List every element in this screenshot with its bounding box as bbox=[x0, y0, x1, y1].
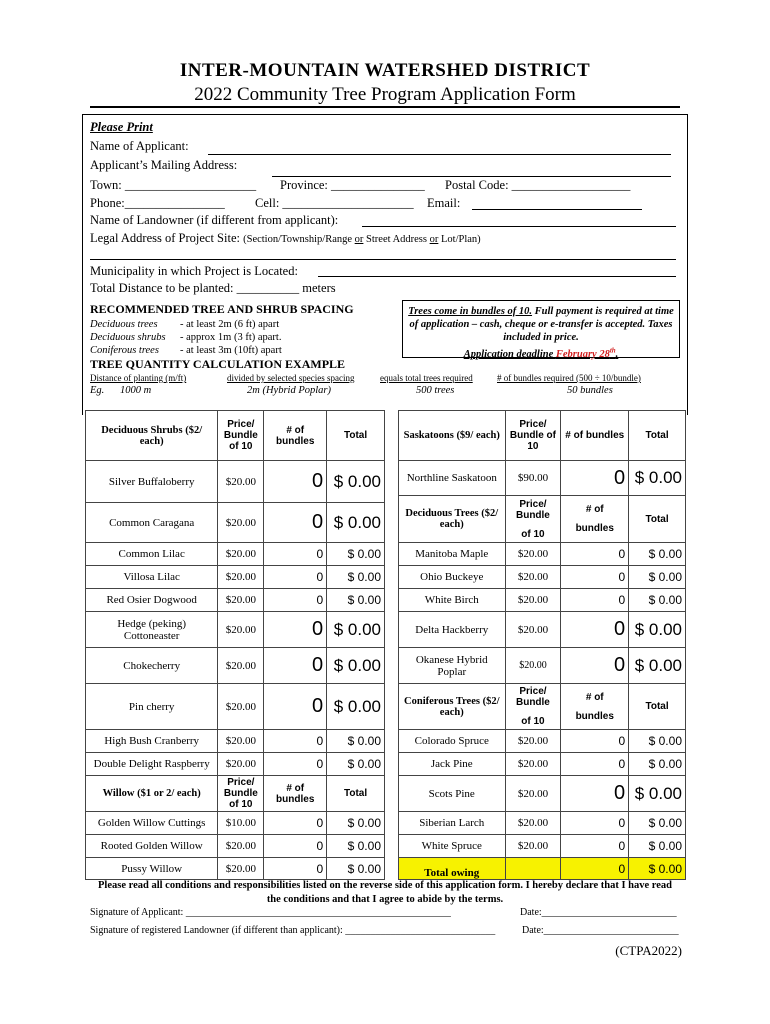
qty-input[interactable]: 0 bbox=[264, 835, 327, 858]
spacing-value: - approx 1m (3 ft) apart. bbox=[180, 332, 282, 343]
saskatoon-heading: Saskatoons ($9/ each) bbox=[399, 411, 506, 461]
item-name: Chokecherry bbox=[86, 648, 218, 684]
deciduous-header-row bbox=[399, 496, 686, 543]
qty-input[interactable]: 0 bbox=[264, 612, 327, 648]
calc-col2: divided by selected species spacing bbox=[227, 373, 355, 383]
calc-heading: TREE QUANTITY CALCULATION EXAMPLE bbox=[90, 357, 346, 371]
item-total: $ 0.00 bbox=[629, 730, 686, 753]
trees-table bbox=[398, 410, 686, 880]
item-price: $20.00 bbox=[218, 589, 264, 612]
item-name: Manitoba Maple bbox=[399, 543, 506, 566]
spacing-value: - at least 3m (10ft) apart bbox=[180, 345, 282, 356]
qty-input[interactable]: 0 bbox=[561, 776, 629, 812]
landowner-field[interactable] bbox=[362, 214, 676, 227]
of-text: # of bbox=[585, 504, 604, 515]
item-name: High Bush Cranberry bbox=[86, 730, 218, 753]
item-name: Rooted Golden Willow bbox=[86, 835, 218, 858]
table-row bbox=[399, 461, 686, 496]
item-total: $ 0.00 bbox=[629, 461, 686, 496]
item-total: $ 0.00 bbox=[629, 612, 686, 648]
table-row bbox=[86, 566, 385, 589]
province-field[interactable]: Province: _______________ bbox=[280, 178, 425, 192]
qty-input[interactable]: 0 bbox=[264, 589, 327, 612]
legal-or-2: or bbox=[429, 234, 439, 245]
qty-input[interactable]: 0 bbox=[264, 566, 327, 589]
item-price: $20.00 bbox=[218, 835, 264, 858]
qty-input[interactable]: 0 bbox=[264, 543, 327, 566]
item-name: Okanese Hybrid Poplar bbox=[399, 648, 506, 684]
table-row bbox=[86, 753, 385, 776]
item-price: $20.00 bbox=[218, 566, 264, 589]
item-name: Ohio Buckeye bbox=[399, 566, 506, 589]
item-total: $ 0.00 bbox=[327, 858, 385, 880]
item-price: $20.00 bbox=[505, 648, 561, 684]
total-owing-amount: $ 0.00 bbox=[629, 858, 686, 880]
item-total: $ 0.00 bbox=[327, 612, 385, 648]
spacing-type: Deciduous shrubs bbox=[90, 332, 166, 343]
bundles-text: bundles bbox=[575, 710, 614, 722]
legal-or-1: or bbox=[354, 234, 364, 245]
coniferous-heading: Coniferous Trees ($2/ each) bbox=[399, 684, 506, 730]
spacing-list bbox=[90, 318, 282, 357]
item-total: $ 0.00 bbox=[327, 753, 385, 776]
applicant-signature-field[interactable]: Signature of Applicant: _____________________________________________________ bbox=[90, 907, 451, 918]
qty-input[interactable]: 0 bbox=[264, 648, 327, 684]
qty-input[interactable]: 0 bbox=[561, 461, 629, 496]
town-field[interactable]: Town: _____________________ bbox=[90, 178, 257, 192]
item-name: Golden Willow Cuttings bbox=[86, 812, 218, 835]
qty-input[interactable]: 0 bbox=[561, 812, 629, 835]
qty-input[interactable]: 0 bbox=[264, 684, 327, 730]
item-name: Colorado Spruce bbox=[399, 730, 506, 753]
applicant-name-label: Name of Applicant: bbox=[90, 139, 189, 153]
item-price: $20.00 bbox=[218, 612, 264, 648]
legal-address-field[interactable] bbox=[90, 247, 676, 260]
item-total: $ 0.00 bbox=[327, 589, 385, 612]
total-header: Total bbox=[629, 496, 686, 543]
email-field[interactable] bbox=[472, 197, 642, 210]
of10-text: of 10 bbox=[521, 528, 545, 540]
bundles-header: # of bundles bbox=[264, 776, 327, 812]
table-row bbox=[86, 858, 385, 880]
item-price: $20.00 bbox=[505, 753, 561, 776]
item-name: Common Lilac bbox=[86, 543, 218, 566]
cell-field[interactable]: Cell: _____________________ bbox=[255, 196, 414, 210]
total-header: Total bbox=[629, 411, 686, 461]
item-price: $20.00 bbox=[218, 648, 264, 684]
calc-eg1: 1000 m bbox=[120, 385, 152, 396]
shrubs-heading: Deciduous Shrubs ($2/ each) bbox=[86, 411, 218, 461]
item-price: $20.00 bbox=[218, 503, 264, 543]
table-row bbox=[399, 776, 686, 812]
please-print-label: Please Print bbox=[90, 120, 153, 134]
table-row bbox=[399, 566, 686, 589]
spacing-type: Coniferous trees bbox=[90, 345, 159, 356]
price-header-text: Price/ Bundle bbox=[515, 686, 550, 708]
item-price: $20.00 bbox=[218, 684, 264, 730]
item-price: $20.00 bbox=[505, 589, 561, 612]
total-owing-row bbox=[399, 858, 686, 880]
total-header: Total bbox=[327, 411, 385, 461]
item-price: $20.00 bbox=[505, 776, 561, 812]
table-header-row bbox=[399, 411, 686, 461]
item-price: $20.00 bbox=[505, 730, 561, 753]
spacing-type: Deciduous trees bbox=[90, 319, 158, 330]
qty-input[interactable]: 0 bbox=[264, 753, 327, 776]
item-price: $20.00 bbox=[505, 835, 561, 858]
price-header bbox=[505, 684, 561, 730]
price-header bbox=[505, 496, 561, 543]
item-name: Pin cherry bbox=[86, 684, 218, 730]
qty-input[interactable]: 0 bbox=[264, 461, 327, 503]
qty-input[interactable]: 0 bbox=[264, 730, 327, 753]
item-name: Delta Hackberry bbox=[399, 612, 506, 648]
calc-col3: equals total trees required bbox=[380, 373, 473, 383]
willow-heading: Willow ($1 or 2/ each) bbox=[86, 776, 218, 812]
item-total: $ 0.00 bbox=[629, 776, 686, 812]
note-payment: Full payment is required at time of application – cash, cheque or e-transfer is accepted. Taxes included in price. bbox=[409, 306, 674, 343]
item-price: $20.00 bbox=[505, 812, 561, 835]
phone-field[interactable]: Phone:________________ bbox=[90, 196, 225, 210]
price-header: Price/ Bundle of 10 bbox=[218, 411, 264, 461]
of10-text: of 10 bbox=[521, 716, 545, 727]
bundles-header bbox=[561, 496, 629, 543]
table-row bbox=[86, 730, 385, 753]
item-total: $ 0.00 bbox=[327, 812, 385, 835]
calc-col1: Distance of planting (m/ft) bbox=[90, 373, 187, 383]
table-row bbox=[399, 612, 686, 648]
spacing-heading: RECOMMENDED TREE AND SHRUB SPACING bbox=[90, 302, 354, 316]
item-price: $90.00 bbox=[505, 461, 561, 496]
total-header: Total bbox=[629, 684, 686, 730]
item-name: Villosa Lilac bbox=[86, 566, 218, 589]
table-row bbox=[86, 684, 385, 730]
item-total: $ 0.00 bbox=[629, 589, 686, 612]
qty-input[interactable]: 0 bbox=[561, 566, 629, 589]
spacing-value: - at least 2m (6 ft) apart bbox=[180, 319, 280, 330]
item-total: $ 0.00 bbox=[327, 566, 385, 589]
applicant-name-field[interactable] bbox=[208, 140, 671, 155]
qty-input[interactable]: 0 bbox=[561, 612, 629, 648]
spacing-row bbox=[90, 331, 282, 344]
calc-eg4: 50 bundles bbox=[567, 385, 613, 396]
total-owing-label: Total owing bbox=[399, 858, 506, 880]
calc-eg2: 2m (Hybrid Poplar) bbox=[247, 385, 331, 396]
table-row bbox=[399, 543, 686, 566]
item-total: $ 0.00 bbox=[327, 835, 385, 858]
form-code: (CTPA2022) bbox=[615, 943, 682, 958]
qty-input[interactable]: 0 bbox=[561, 835, 629, 858]
landowner-label: Name of Landowner (if different from applicant): bbox=[90, 213, 339, 227]
total-owing-qty: 0 bbox=[561, 858, 629, 880]
qty-input[interactable]: 0 bbox=[264, 812, 327, 835]
legal-address-text: Legal Address of Project Site: bbox=[90, 231, 240, 245]
qty-input[interactable]: 0 bbox=[264, 503, 327, 543]
table-row bbox=[86, 543, 385, 566]
item-name: Common Caragana bbox=[86, 503, 218, 543]
item-price: $10.00 bbox=[218, 812, 264, 835]
spacing-row bbox=[90, 344, 282, 357]
item-price: $20.00 bbox=[505, 566, 561, 589]
item-total: $ 0.00 bbox=[327, 503, 385, 543]
qty-input[interactable]: 0 bbox=[561, 543, 629, 566]
table-row bbox=[399, 753, 686, 776]
landowner-date-field[interactable]: Date:___________________________ bbox=[522, 925, 679, 936]
bundles-text: bundles bbox=[575, 523, 614, 534]
price-header-text: Price/ Bundle bbox=[515, 498, 550, 521]
item-total: $ 0.00 bbox=[327, 648, 385, 684]
qty-input[interactable]: 0 bbox=[561, 648, 629, 684]
of-text: # of bbox=[585, 691, 604, 703]
landowner-signature-field[interactable]: Signature of registered Landowner (if different than applicant): ______________________________ bbox=[90, 925, 496, 936]
legal-hint bbox=[243, 234, 481, 245]
calc-eg3: 500 trees bbox=[416, 385, 455, 396]
item-name: Silver Buffaloberry bbox=[86, 461, 218, 503]
item-total: $ 0.00 bbox=[629, 812, 686, 835]
table-row bbox=[86, 461, 385, 503]
price-header: Price/ Bundle of 10 bbox=[505, 411, 561, 461]
deciduous-heading: Deciduous Trees ($2/ each) bbox=[399, 496, 506, 543]
willow-header-row bbox=[86, 776, 385, 812]
total-header: Total bbox=[327, 776, 385, 812]
legal-address-label bbox=[90, 231, 481, 246]
coniferous-header-row bbox=[399, 684, 686, 730]
table-row bbox=[399, 648, 686, 684]
item-name: Hedge (peking) Cottoneaster bbox=[86, 612, 218, 648]
legal-hint-c: Lot/Plan) bbox=[438, 234, 481, 245]
item-price: $20.00 bbox=[505, 543, 561, 566]
item-name: Jack Pine bbox=[399, 753, 506, 776]
item-name: Pussy Willow bbox=[86, 858, 218, 880]
table-row bbox=[86, 648, 385, 684]
item-price: $20.00 bbox=[218, 730, 264, 753]
price-header: Price/ Bundle of 10 bbox=[218, 776, 264, 812]
bundles-header bbox=[561, 684, 629, 730]
item-total: $ 0.00 bbox=[629, 835, 686, 858]
note-deadline-end: . bbox=[615, 348, 619, 360]
table-row bbox=[399, 589, 686, 612]
table-row bbox=[86, 589, 385, 612]
bundles-header: # of bundles bbox=[561, 411, 629, 461]
item-name: White Birch bbox=[399, 589, 506, 612]
table-row bbox=[86, 835, 385, 858]
note-deadline-date: February 28 bbox=[555, 348, 610, 360]
table-row bbox=[86, 812, 385, 835]
item-price: $20.00 bbox=[218, 543, 264, 566]
form-title: 2022 Community Tree Program Application Form bbox=[194, 84, 576, 105]
item-price: $20.00 bbox=[218, 461, 264, 503]
mailing-address-field[interactable] bbox=[272, 162, 671, 177]
table-row bbox=[399, 730, 686, 753]
item-total: $ 0.00 bbox=[629, 543, 686, 566]
item-total: $ 0.00 bbox=[629, 753, 686, 776]
table-row bbox=[86, 503, 385, 543]
item-total: $ 0.00 bbox=[327, 730, 385, 753]
item-name: Scots Pine bbox=[399, 776, 506, 812]
item-price: $20.00 bbox=[218, 858, 264, 880]
municipality-field[interactable] bbox=[318, 264, 676, 277]
qty-input[interactable]: 0 bbox=[264, 858, 327, 880]
item-name: Red Osier Dogwood bbox=[86, 589, 218, 612]
table-row bbox=[399, 812, 686, 835]
item-total: $ 0.00 bbox=[327, 684, 385, 730]
item-total: $ 0.00 bbox=[327, 543, 385, 566]
item-name: Northline Saskatoon bbox=[399, 461, 506, 496]
org-title: INTER-MOUNTAIN WATERSHED DISTRICT bbox=[179, 60, 591, 81]
note-bundles: Trees come in bundles of 10. bbox=[408, 306, 533, 317]
item-total: $ 0.00 bbox=[327, 461, 385, 503]
qty-input[interactable]: 0 bbox=[561, 589, 629, 612]
item-price: $20.00 bbox=[218, 753, 264, 776]
item-price: $20.00 bbox=[505, 612, 561, 648]
qty-input[interactable]: 0 bbox=[561, 753, 629, 776]
note-deadline-sup: th bbox=[609, 346, 616, 354]
applicant-date-field[interactable]: Date:___________________________ bbox=[520, 907, 677, 918]
spacing-row bbox=[90, 318, 282, 331]
mailing-address-label: Applicant’s Mailing Address: bbox=[90, 158, 238, 172]
municipality-label: Municipality in which Project is Located: bbox=[90, 264, 298, 278]
distance-field[interactable]: Total Distance to be planted: __________ meters bbox=[90, 281, 336, 295]
email-label: Email: bbox=[427, 196, 461, 210]
title-rule bbox=[90, 106, 680, 108]
payment-note bbox=[402, 300, 680, 358]
calc-eg-label: Eg. bbox=[90, 385, 105, 396]
item-total: $ 0.00 bbox=[629, 566, 686, 589]
calc-col4: # of bundles required (500 ÷ 10/bundle) bbox=[497, 373, 641, 383]
item-total: $ 0.00 bbox=[629, 648, 686, 684]
table-row bbox=[399, 835, 686, 858]
item-name: Siberian Larch bbox=[399, 812, 506, 835]
table-row bbox=[86, 612, 385, 648]
legal-hint-a: (Section/Township/Range bbox=[243, 234, 355, 245]
postal-code-field[interactable]: Postal Code: ___________________ bbox=[445, 178, 631, 192]
table-header-row bbox=[86, 411, 385, 461]
item-name: White Spruce bbox=[399, 835, 506, 858]
declaration: Please read all conditions and responsibilities listed on the reverse side of this application form. I hereby declare that I have read the conditions and that I agree to abide by the terms. bbox=[98, 880, 672, 905]
note-deadline-label: Application deadline bbox=[463, 348, 556, 360]
item-name: Double Delight Raspberry bbox=[86, 753, 218, 776]
legal-hint-b: Street Address bbox=[363, 234, 430, 245]
total-owing-blank bbox=[505, 858, 561, 880]
shrubs-table bbox=[85, 410, 385, 880]
qty-input[interactable]: 0 bbox=[561, 730, 629, 753]
bundles-header: # of bundles bbox=[264, 411, 327, 461]
